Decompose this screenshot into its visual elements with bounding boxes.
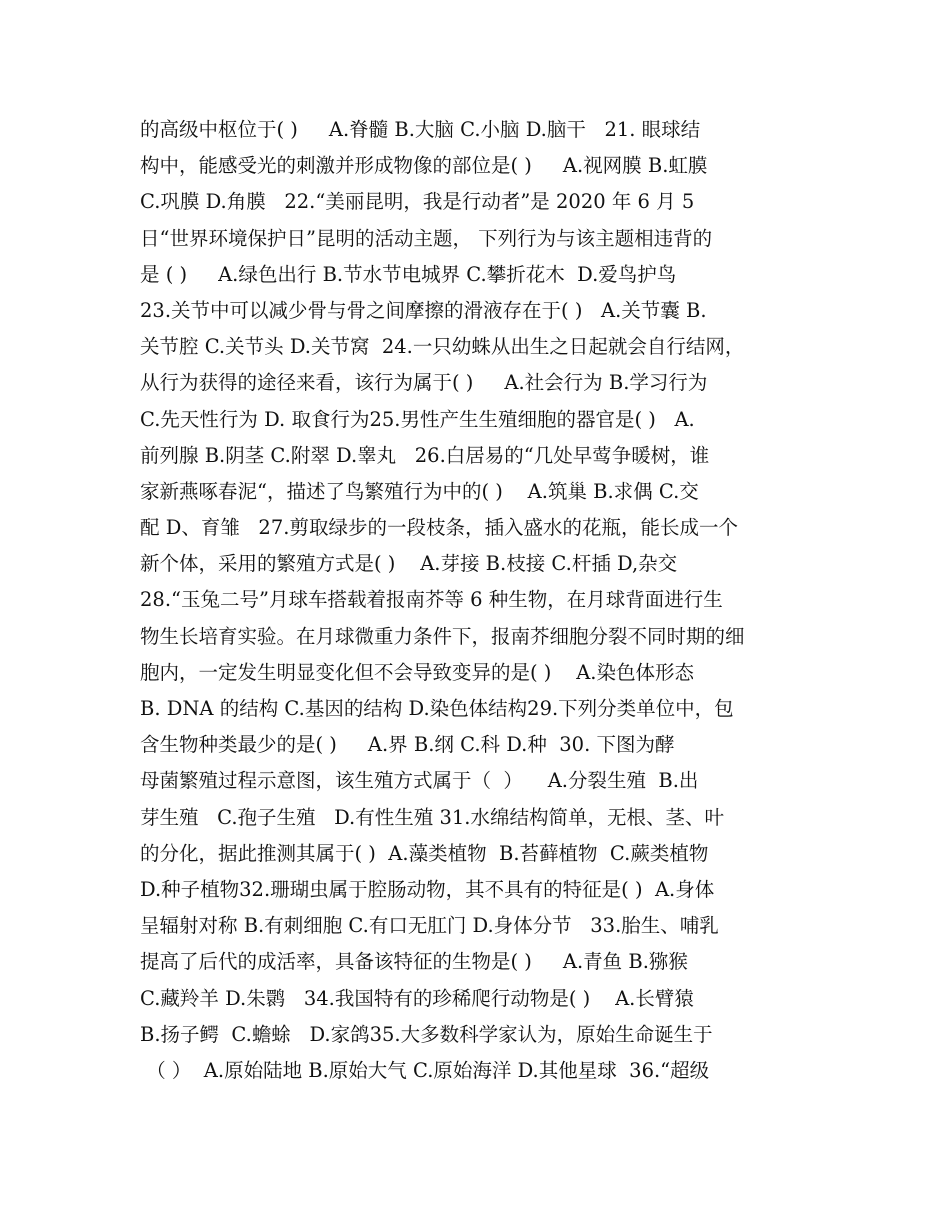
text-line: 物生长培育实验。在月球微重力条件下，报南芥细胞分裂不同时期的细 [140, 624, 745, 648]
text-line: D.种子植物32.珊瑚虫属于腔肠动物，其不具有的特征是( ) A.身体 [140, 877, 715, 901]
text-line: 23.关节中可以减少骨与骨之间摩擦的滑液存在于( ) A.关节囊 B. [140, 298, 707, 322]
text-line: 提高了后代的成活率，具备该特征的生物是( ) A.青鱼 B.猕猴 [140, 950, 688, 974]
text-line: （ ） A.原始陆地 B.原始大气 C.原始海洋 D.其他星球 36.“超级 [140, 1058, 710, 1082]
text-line: 的高级中枢位于( ) A.脊髓 B.大脑 C.小脑 D.脑干 21. 眼球结 [140, 118, 701, 141]
text-line: B.扬子鳄 C.蟾蜍 D.家鸽35.大多数科学家认为，原始生命诞生于 [140, 1022, 713, 1046]
text-line: 母菌繁殖过程示意图，该生殖方式属于（ ） A.分裂生殖 B.出 [140, 769, 699, 793]
text-line: 呈辐射对称 B.有刺细胞 C.有口无肛门 D.身体分节 33.胎生、哺乳 [140, 914, 719, 938]
text-line: 新个体，采用的繁殖方式是( ) A.芽接 B.枝接 C.杆插 D,杂交 [140, 552, 678, 576]
text-line: 家新燕啄春泥“，描述了鸟繁殖行为中的( ) A.筑巢 B.求偶 C.交 [140, 479, 699, 503]
document-body [140, 112, 812, 1089]
text-line: 含生物种类最少的是( ) A.界 B.纲 C.科 D.种 30. 下图为酵 [140, 733, 675, 757]
text-line: 28.“玉兔二号”月球车搭载着报南芥等 6 种生物，在月球背面进行生 [140, 588, 723, 612]
text-line: 构中，能感受光的刺激并形成物像的部位是( ) A.视网膜 B.虹膜 [140, 154, 708, 178]
text-line: C.巩膜 D.角膜 22.“美丽昆明，我是行动者”是 2020 年 6 月 5 [140, 190, 695, 214]
text-line: 前列腺 B.阴茎 C.附翠 D.睾丸 26.白居易的“几处早莺争暖树，谁 [140, 443, 710, 467]
text-line: C.藏羚羊 D.朱鹮 34.我国特有的珍稀爬行动物是( ) A.长臂猿 [140, 986, 694, 1010]
text-line: C.先天性行为 D. 取食行为25.男性产生生殖细胞的器官是( ) A. [140, 407, 695, 431]
text-line: B. DNA 的结构 C.基因的结构 D.染色体结构29.下列分类单位中，包 [140, 697, 734, 720]
text-line: 配 D、育雏 27.剪取绿步的一段枝条，插入盛水的花瓶，能长成一个 [140, 516, 738, 540]
text-line: 日“世界环境保护日”昆明的活动主题， 下列行为与该主题相违背的 [140, 226, 713, 250]
text-line: 胞内，一定发生明显变化但不会导致变异的是( ) A.染色体形态 [140, 660, 694, 684]
text-line: 的分化，据此推测其属于( ) A.藻类植物 B.苔藓植物 C.蕨类植物 [140, 841, 709, 865]
text-line: 从行为获得的途径来看，该行为属于( ) A.社会行为 B.学习行为 [140, 371, 708, 395]
text-line: 芽生殖 C.孢子生殖 D.有性生殖 31.水绵结构简单，无根、茎、叶 [140, 805, 724, 829]
text-line: 关节腔 C.关节头 D.关节窝 24.一只幼蛛从出生之日起就会自行结网， [140, 335, 745, 359]
text-line: 是 ( ) A.绿色出行 B.节水节电城界 C.攀折花木 D.爱鸟护鸟 [140, 262, 677, 286]
